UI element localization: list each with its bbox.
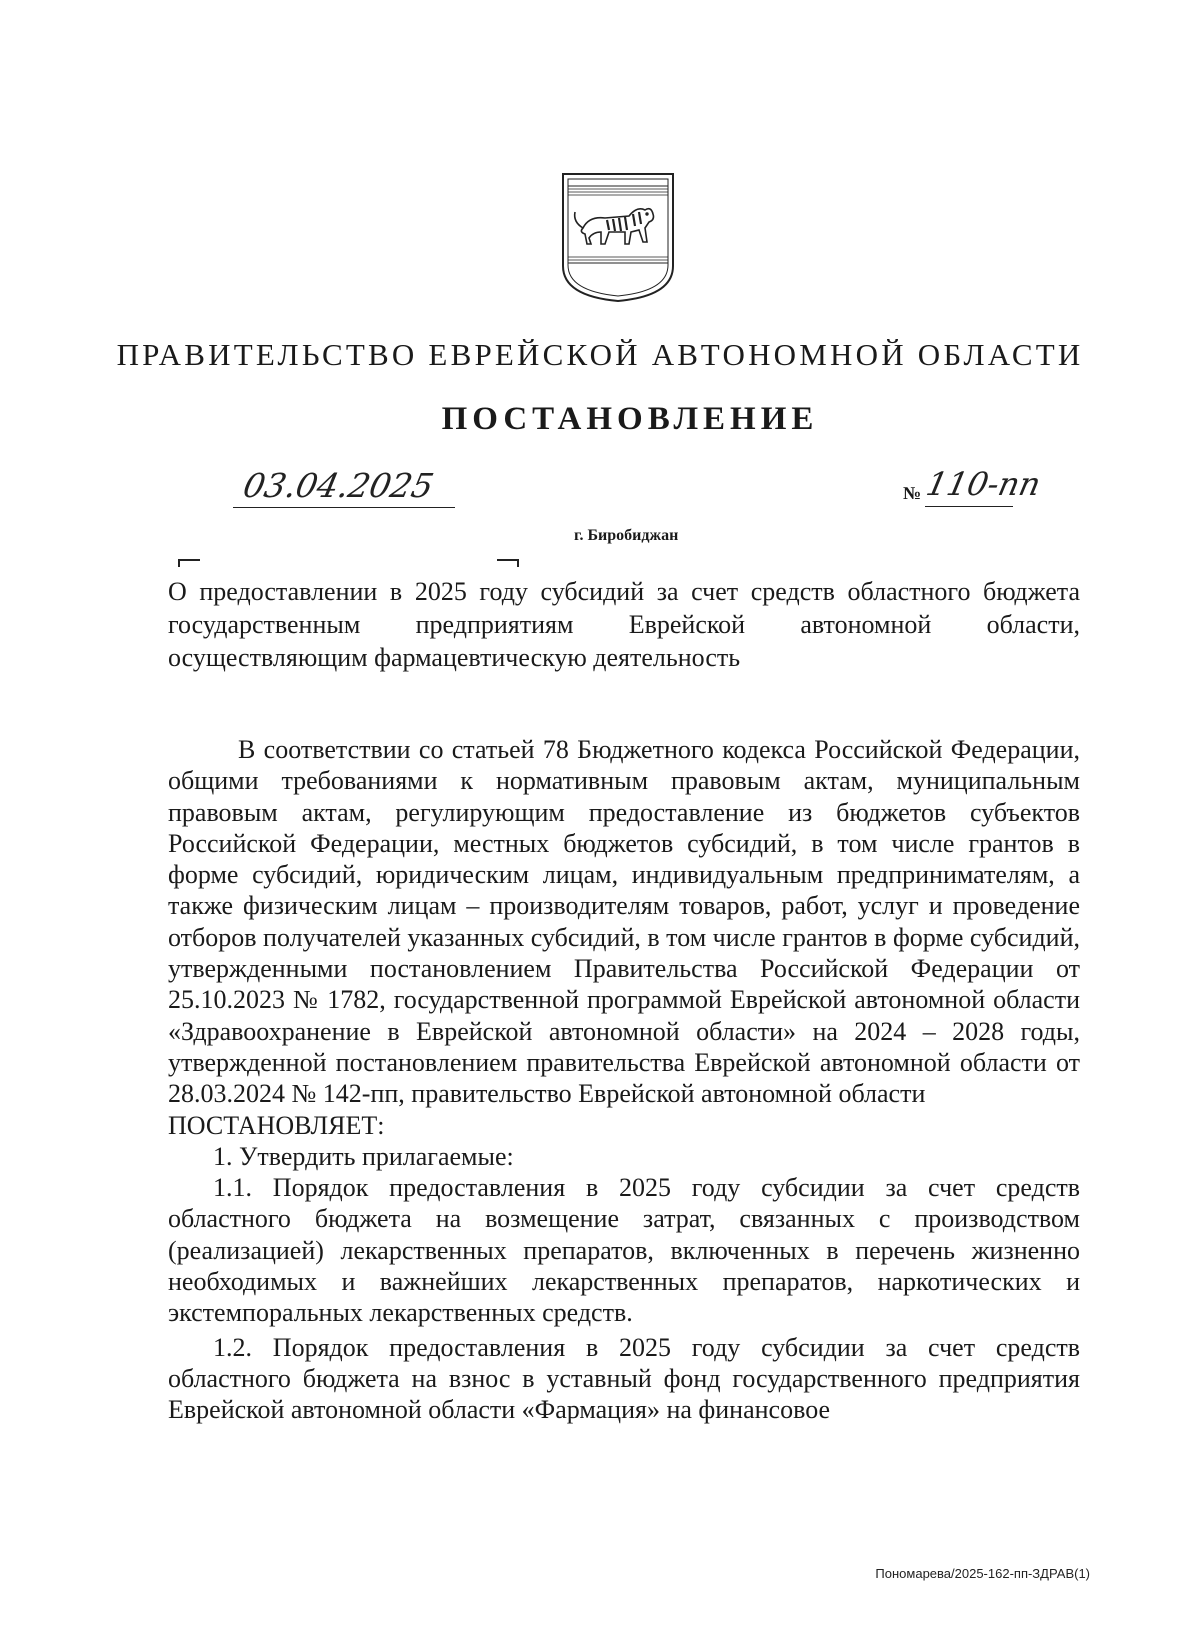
organization-title: ПРАВИТЕЛЬСТВО ЕВРЕЙСКОЙ АВТОНОМНОЙ ОБЛАСТИ <box>116 337 1084 372</box>
subject-corner-right <box>497 559 519 567</box>
number-sign: № <box>903 483 922 503</box>
document-subject: О предоставлении в 2025 году субсидий за счет средств областного бюджета государственным предприятиям Еврейской автономной области, осуществляющим фармацевтическую деятельность <box>168 577 1080 672</box>
document-date: 03.04.2025 <box>239 466 438 505</box>
preamble-paragraph: В соответствии со статьей 78 Бюджетного кодекса Российской Федерации, общими требованиями к нормативным правовым актам, муниципальным правовым актам, регулирующим предоставление из бюджетов субъектов Российской Федерации, местных бюджетов субсидий, в том числе грантов в форме субсидий, юридическим лицам, индивидуальным предпринимателям, а также физическим лицам – производителям товаров, работ, услуг и проведение отборов получателей указанных субсидий, в том числе грантов в форме субсидий, утвержденными постановлением Правительства Российской Федерации от 25.10.2023 № 1782, государственной программой Еврейской автономной области «Здравоохранение в Еврейской автономной области» на 2024 – 2028 годы, утвержденной постановлением правительства Еврейской автономной области от 28.03.2024 № 142-пп, правительство Еврейской автономной области <box>168 735 1080 1109</box>
resolves-heading: ПОСТАНОВЛЯЕТ: <box>168 1110 385 1140</box>
document-type-title: ПОСТАНОВЛЕНИЕ <box>441 401 819 437</box>
coat-of-arms-icon <box>559 170 677 304</box>
document-body <box>168 734 1080 1426</box>
city-name: г. Биробиджан <box>574 527 679 544</box>
document-number: 110-пп <box>922 465 1045 503</box>
item-1-2: 1.2. Порядок предоставления в 2025 году субсидии за счет средств областного бюджета на взнос в уставный фонд государственного предприятия Еврейской автономной области «Фармация» на финансовое <box>168 1332 1080 1425</box>
footer-registration-code: Пономарева/2025-162-пп-ЗДРАВ(1) <box>875 1566 1090 1581</box>
subject-corner-left <box>178 559 200 567</box>
item-1-1: 1.1. Порядок предоставления в 2025 году субсидии за счет средств областного бюджета на возмещение затрат, связанных с производством (реализацией) лекарственных препаратов, включенных в перечень жизненно необходимых и важнейших лекарственных препаратов, наркотических и экстемпоральных лекарственных средств. <box>168 1173 1080 1328</box>
item-1: 1. Утвердить прилагаемые: <box>213 1141 514 1171</box>
